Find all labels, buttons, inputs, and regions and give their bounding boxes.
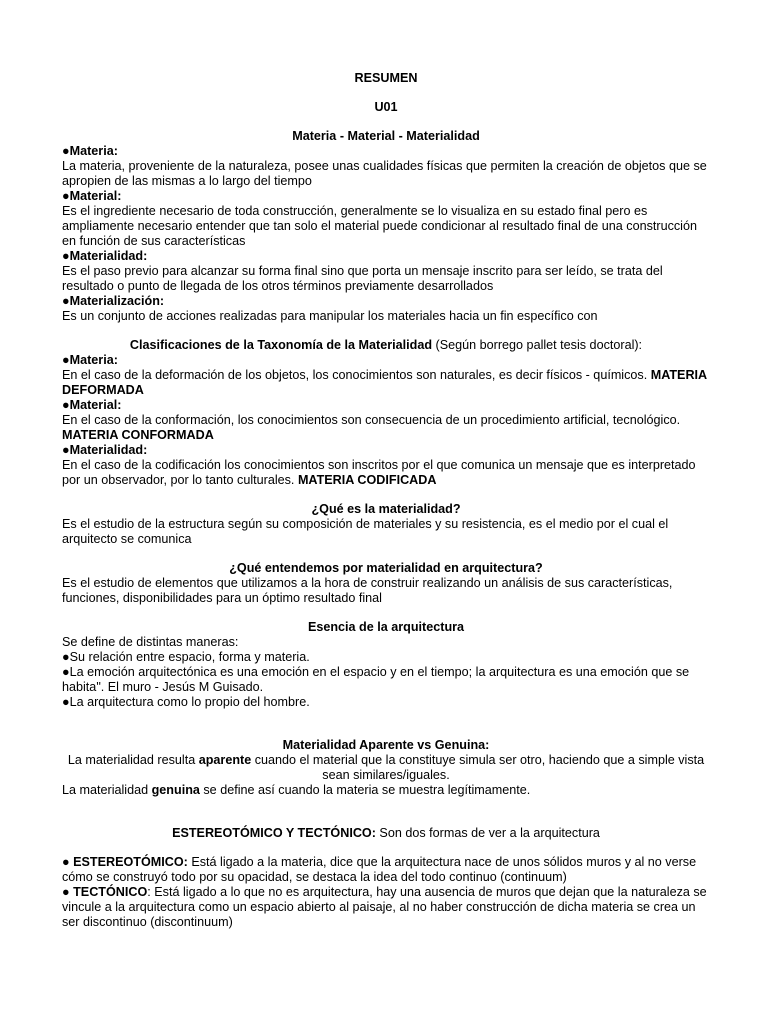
tectonico-term: ● TECTÓNICO [62, 885, 148, 899]
esencia-intro: Se define de distintas maneras: [62, 635, 239, 649]
taxonomia-label-deformada: MATERIA DEFORMADA [62, 368, 707, 397]
genuina-text-a: La materialidad [62, 783, 152, 797]
section-heading-estereotomico [62, 826, 710, 841]
estereotomico-heading-bold: ESTEREOTÓMICO Y TECTÓNICO: [172, 826, 376, 840]
tectonico-paragraph [62, 885, 710, 930]
aparente-bold: aparente [198, 753, 252, 767]
aparente-text-a: La materialidad resulta [67, 753, 199, 767]
definition-material: Es el ingrediente necesario de toda construcción, generalmente se lo visualiza en su estado final pero es ampliamente necesario entender que tan solo el material puede condicionar al resultado final de una construcción en función de sus características [62, 204, 697, 248]
section-heading-aparente-genuina: Materialidad Aparente vs Genuina: [282, 738, 490, 752]
definition-materializacion: Es un conjunto de acciones realizadas para manipular los materiales hacia un fin específico con [62, 309, 598, 323]
estereotomico-paragraph [62, 855, 710, 885]
taxonomia-label-codificada: MATERIA CODIFICADA [297, 473, 437, 487]
taxonomia-term-materia: ●Materia: [62, 353, 118, 367]
tectonico-text: : Está ligado a lo que no es arquitectura, hay una ausencia de muros que dejan que la naturaleza se vincule a la arquitectura como un espacio abierto al paisaje, al no haber construcción de dicha materia se crea un ser discontinuo (discontinuum) [62, 885, 707, 929]
genuina-paragraph [62, 783, 710, 798]
term-materialidad: ●Materialidad: [62, 249, 148, 263]
section-heading-taxonomia [62, 338, 710, 353]
document-title: RESUMEN [354, 71, 418, 85]
term-material: ●Material: [62, 189, 122, 203]
definition-materialidad: Es el paso previo para alcanzar su forma final sino que porta un mensaje inscrito para ser leído, se trata del resultado o punto de llegada de los otros términos previamente desarrollados [62, 264, 663, 293]
esencia-bullet: ●La arquitectura como lo propio del hombre. [62, 695, 310, 709]
taxonomia-heading-rest: (Según borrego pallet tesis doctoral): [432, 338, 643, 352]
arquitectura-text: Es el estudio de elementos que utilizamos a la hora de construir realizando un análisis de sus características, funciones, disponibilidades para un óptimo resultado final [62, 576, 673, 605]
genuina-text-b: se define así cuando la materia se muestra legítimamente. [199, 783, 531, 797]
taxonomia-definition-material [62, 413, 710, 443]
taxonomia-text-material: En el caso de la conformación, los conocimientos son consecuencia de un procedimiento artificial, tecnológico. [62, 413, 681, 427]
taxonomia-label-conformada: MATERIA CONFORMADA [62, 428, 214, 442]
taxonomia-definition-materia [62, 368, 710, 398]
estereotomico-heading-rest: Son dos formas de ver a la arquitectura [375, 826, 600, 840]
section-heading-arquitectura: ¿Qué entendemos por materialidad en arquitectura? [229, 561, 543, 575]
taxonomia-definition-materialidad [62, 458, 710, 488]
taxonomia-term-material: ●Material: [62, 398, 122, 412]
section-heading-materia: Materia - Material - Materialidad [292, 129, 480, 143]
term-materializacion: ●Materialización: [62, 294, 165, 308]
esencia-bullet: ●Su relación entre espacio, forma y materia. [62, 650, 310, 664]
estereotomico-text: Está ligado a la materia, dice que la arquitectura nace de unos sólidos muros y al no verse cómo se construyó todo por su opacidad, se destaca la idea del todo continuo (continuum) [62, 855, 697, 884]
taxonomia-term-materialidad: ●Materialidad: [62, 443, 148, 457]
genuina-bold: genuina [151, 783, 200, 797]
section-heading-que-es: ¿Qué es la materialidad? [311, 502, 461, 516]
aparente-paragraph [62, 753, 710, 783]
taxonomia-heading-bold: Clasificaciones de la Taxonomía de la Materialidad [129, 338, 433, 352]
definition-materia: La materia, proveniente de la naturaleza, posee unas cualidades físicas que permiten la creación de objetos que se apropien de las mismas a lo largo del tiempo [62, 159, 707, 188]
taxonomia-text-materialidad: En el caso de la codificación los conocimientos son inscritos por el que comunica un mensaje que es interpretado por un observador, por lo tanto culturales. [62, 458, 696, 487]
que-es-text: Es el estudio de la estructura según su composición de materiales y su resistencia, es el medio por el cual el arquitecto se comunica [62, 517, 669, 546]
taxonomia-text-materia: En el caso de la deformación de los objetos, los conocimientos son naturales, es decir físicos - químicos. [62, 368, 651, 382]
estereotomico-term: ● ESTEREOTÓMICO: [62, 855, 188, 869]
document-content [62, 71, 710, 930]
esencia-bullet: ●La emoción arquitectónica es una emoción en el espacio y en el tiempo; la arquitectura es una emoción que se habita". El muro - Jesús M Guisado. [62, 665, 690, 694]
unit-label: U01 [374, 100, 398, 114]
aparente-text-b: cuando el material que la constituye simula ser otro, haciendo que a simple vista sean similares/iguales. [251, 753, 705, 782]
term-materia: ●Materia: [62, 144, 118, 158]
section-heading-esencia: Esencia de la arquitectura [307, 620, 465, 634]
